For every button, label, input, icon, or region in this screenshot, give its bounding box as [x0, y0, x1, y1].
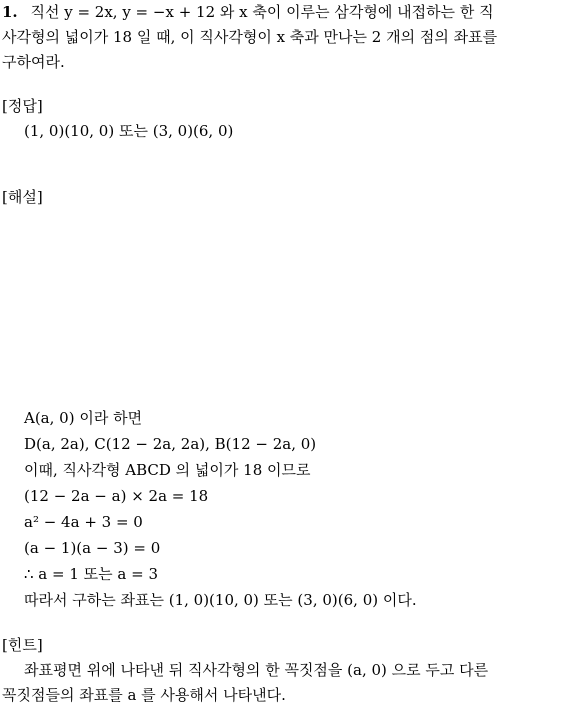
explanation-line: D(a, 2a), C(12 − 2a, 2a), B(12 − 2a, 0)	[24, 435, 317, 453]
explanation-line: ∴ a = 1 또는 a = 3	[24, 565, 159, 583]
hint-heading: [힌트]	[2, 636, 43, 654]
question-line-1	[2, 2, 494, 22]
hint-line-1: 좌표평면 위에 나타낸 뒤 직사각형의 한 꼭짓점을 (a, 0) 으로 두고 다른	[24, 661, 489, 679]
question-line-2: 사각형의 넓이가 18 일 때, 이 직사각형이 x 축과 만나는 2 개의 점의 좌표를	[2, 28, 498, 46]
explanation-line: 따라서 구하는 좌표는 (1, 0)(10, 0) 또는 (3, 0)(6, 0) 이다.	[24, 591, 417, 609]
answer-text: (1, 0)(10, 0) 또는 (3, 0)(6, 0)	[24, 122, 234, 140]
explanation-line: (a − 1)(a − 3) = 0	[24, 539, 161, 557]
question-number: 1.	[2, 3, 18, 21]
explanation-line: 이때, 직사각형 ABCD 의 넓이가 18 이므로	[24, 461, 311, 479]
explanation-line: a² − 4a + 3 = 0	[24, 513, 143, 531]
question-text-1: 직선 y = 2x, y = −x + 12 와 x 축이 이루는 삼각형에 내접하는 한 직	[30, 3, 494, 21]
question-line-3: 구하여라.	[2, 53, 65, 71]
hint-line-2: 꼭짓점들의 좌표를 a 를 사용해서 나타낸다.	[2, 686, 286, 704]
answer-heading: [정답]	[2, 97, 43, 115]
explanation-line: (12 − 2a − a) × 2a = 18	[24, 487, 209, 505]
explanation-heading: [해설]	[2, 188, 43, 206]
explanation-line: A(a, 0) 이라 하면	[24, 409, 143, 427]
